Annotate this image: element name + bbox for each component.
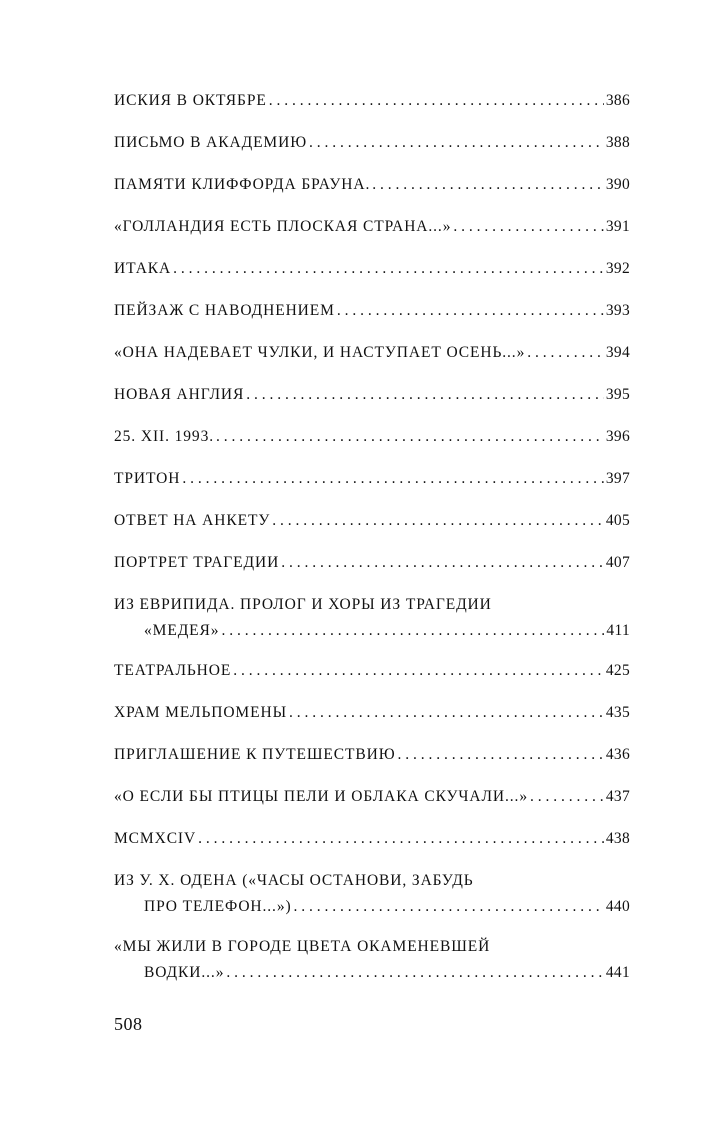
toc-entry-page-number: 441 — [605, 964, 630, 981]
toc-entry — [114, 700, 630, 742]
toc-entry — [114, 592, 630, 658]
toc-entry-line — [114, 214, 630, 240]
toc-entry-page-number: 407 — [605, 554, 630, 571]
toc-entry-page-number: 393 — [605, 302, 630, 319]
dot-leader — [272, 508, 604, 534]
toc-entry-line — [114, 172, 630, 198]
toc-entry-page-number: 437 — [605, 788, 630, 805]
toc-entry-line — [114, 826, 630, 852]
toc-entry-line — [114, 256, 630, 282]
toc-entry-title: ВОДКИ...» — [144, 964, 225, 981]
dot-leader — [182, 466, 604, 492]
toc-entry-title: «О ЕСЛИ БЫ ПТИЦЫ ПЕЛИ И ОБЛАКА СКУЧАЛИ...» — [114, 788, 528, 805]
dot-leader — [398, 742, 604, 768]
toc-entry-title: ПРО ТЕЛЕФОН...») — [144, 898, 292, 915]
toc-entry — [114, 742, 630, 784]
toc-entry-title: MCMXCIV — [114, 830, 197, 847]
toc-entry — [114, 826, 630, 868]
toc-entry-line — [114, 466, 630, 492]
dot-leader — [173, 256, 604, 282]
toc-entry-page-number: 405 — [605, 512, 630, 529]
toc-entry — [114, 382, 630, 424]
toc-entry — [114, 550, 630, 592]
toc-entry-line — [114, 88, 630, 114]
toc-entry-line — [114, 508, 630, 534]
dot-leader — [198, 826, 604, 852]
toc-entry-title: ПРИГЛАШЕНИЕ К ПУТЕШЕСТВИЮ — [114, 746, 396, 763]
dot-leader — [530, 784, 604, 810]
toc-entry-continuation-line — [114, 894, 630, 920]
toc-entry-title: «МЕДЕЯ» — [144, 622, 220, 639]
toc-entry-page-number: 395 — [605, 386, 630, 403]
toc-entry-title: ТЕАТРАЛЬНОЕ — [114, 662, 232, 679]
toc-entry — [114, 868, 630, 934]
toc-entry-line — [114, 550, 630, 576]
toc-entry-title: «ГОЛЛАНДИЯ ЕСТЬ ПЛОСКАЯ СТРАНА...» — [114, 218, 452, 235]
toc-entry-title: 25. XII. 1993. — [114, 428, 214, 445]
dot-leader — [216, 424, 604, 450]
toc-entry-line — [114, 700, 630, 726]
dot-leader — [246, 382, 604, 408]
page-number: 508 — [114, 1014, 143, 1034]
toc-entry — [114, 172, 630, 214]
dot-leader — [281, 550, 604, 576]
toc-entry-page-number: 436 — [605, 746, 630, 763]
toc-entry-page-number: 411 — [606, 622, 630, 639]
dot-leader — [372, 172, 604, 198]
toc-entry — [114, 340, 630, 382]
toc-entry-line — [114, 424, 630, 450]
toc-entry — [114, 130, 630, 172]
toc-entry-page-number: 386 — [605, 92, 630, 109]
toc-entry — [114, 658, 630, 700]
toc-entry-title: ПАМЯТИ КЛИФФОРДА БРАУНА. — [114, 176, 371, 193]
dot-leader — [294, 894, 604, 920]
toc-entry-line — [114, 658, 630, 684]
toc-entry-page-number: 394 — [605, 344, 630, 361]
toc-entry-page-number: 392 — [605, 260, 630, 277]
toc-entry — [114, 934, 630, 1000]
toc-entry-title: ОТВЕТ НА АНКЕТУ — [114, 512, 271, 529]
toc-entry-title: ИЗ У. Х. ОДЕНА («ЧАСЫ ОСТАНОВИ, ЗАБУДЬ — [114, 872, 474, 889]
toc-entry — [114, 256, 630, 298]
toc-entry-page-number: 438 — [605, 830, 630, 847]
toc-entry-title: «ОНА НАДЕВАЕТ ЧУЛКИ, И НАСТУПАЕТ ОСЕНЬ...» — [114, 344, 526, 361]
dot-leader — [309, 130, 604, 156]
toc-entry-line — [114, 868, 630, 894]
toc-entry — [114, 784, 630, 826]
toc-entry-continuation-line — [114, 960, 630, 986]
toc-entry-title: НОВАЯ АНГЛИЯ — [114, 386, 245, 403]
toc-entry-title: ТРИТОН — [114, 470, 181, 487]
toc-entry-page-number: 390 — [605, 176, 630, 193]
toc-entry — [114, 424, 630, 466]
toc-entry-title: ПЕЙЗАЖ С НАВОДНЕНИЕМ — [114, 302, 335, 319]
toc-entry-title: ИТАКА — [114, 260, 172, 277]
toc-entry — [114, 466, 630, 508]
dot-leader — [453, 214, 603, 240]
dot-leader — [269, 88, 604, 114]
toc-entry-line — [114, 934, 630, 960]
toc-entry-page-number: 440 — [605, 898, 630, 915]
toc-entry-title: ХРАМ МЕЛЬПОМЕНЫ — [114, 704, 287, 721]
toc-entry-line — [114, 340, 630, 366]
toc-entry-page-number: 396 — [605, 428, 630, 445]
dot-leader — [337, 298, 604, 324]
table-of-contents — [114, 88, 630, 1000]
toc-entry-page-number: 435 — [605, 704, 630, 721]
toc-entry — [114, 298, 630, 340]
toc-entry — [114, 508, 630, 550]
dot-leader — [527, 340, 604, 366]
dot-leader — [233, 658, 604, 684]
toc-entry-title: «МЫ ЖИЛИ В ГОРОДЕ ЦВЕТА ОКАМЕНЕВШЕЙ — [114, 938, 491, 955]
toc-entry-line — [114, 298, 630, 324]
toc-entry — [114, 214, 630, 256]
toc-entry — [114, 88, 630, 130]
dot-leader — [226, 960, 604, 986]
toc-entry-continuation-line — [114, 618, 630, 644]
toc-entry-page-number: 425 — [605, 662, 630, 679]
toc-entry-line — [114, 592, 630, 618]
toc-entry-title: ИСКИЯ В ОКТЯБРЕ — [114, 92, 267, 109]
dot-leader — [289, 700, 604, 726]
toc-entry-title: ПОРТРЕТ ТРАГЕДИИ — [114, 554, 280, 571]
toc-entry-line — [114, 742, 630, 768]
toc-entry-title: ИЗ ЕВРИПИДА. ПРОЛОГ И ХОРЫ ИЗ ТРАГЕДИИ — [114, 596, 492, 613]
toc-entry-line — [114, 784, 630, 810]
toc-entry-page-number: 397 — [605, 470, 630, 487]
dot-leader — [221, 618, 604, 644]
toc-entry-page-number: 391 — [605, 218, 630, 235]
toc-entry-line — [114, 130, 630, 156]
toc-entry-title: ПИСЬМО В АКАДЕМИЮ — [114, 134, 308, 151]
toc-entry-page-number: 388 — [605, 134, 630, 151]
toc-entry-line — [114, 382, 630, 408]
